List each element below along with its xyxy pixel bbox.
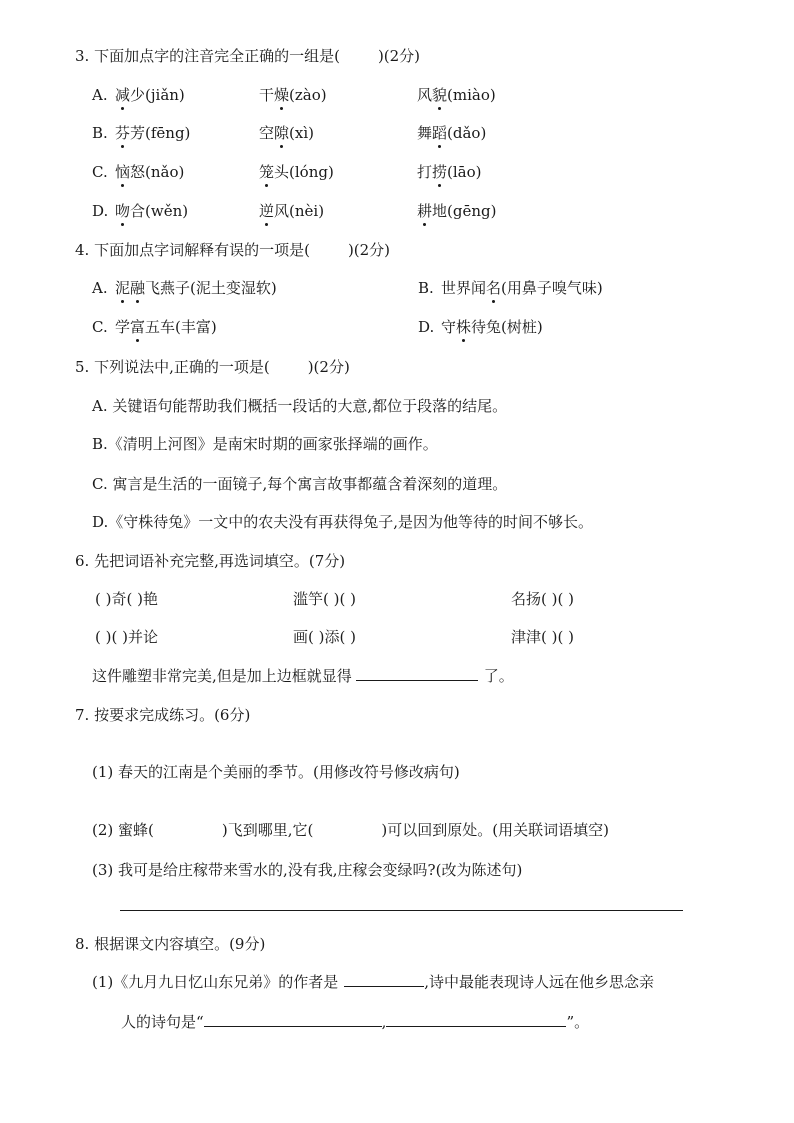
q3-option-a: A. 减少(jiǎn) 干燥(zào) 风貌(miào) <box>92 86 496 104</box>
q7-sub3-answer-line[interactable] <box>120 898 683 911</box>
q3-option-b: B. 芬芳(fēng) 空隙(xì) 舞蹈(dǎo) <box>92 124 487 142</box>
q5-option-a: A. 关键语句能帮助我们概括一段话的大意,都位于段落的结尾。 <box>92 397 508 415</box>
q5-option-d: D.《守株待兔》一文中的农夫没有再获得兔子,是因为他等待的时间不够长。 <box>92 513 594 531</box>
q3-option-c: C. 恼怒(nǎo) 笼头(lóng) 打捞(lāo) <box>92 163 482 181</box>
q6-row1-item2: 滥竽( )( ) <box>293 590 356 608</box>
q6-row1-item1: ( )奇( )艳 <box>95 590 158 608</box>
q8-sub1-cont: 人的诗句是“ , ”。 <box>121 1013 590 1031</box>
q7-sub3: (3) 我可是给庄稼带来雪水的,没有我,庄稼会变绿吗?(改为陈述句) <box>92 861 523 879</box>
q6-answer-blank[interactable] <box>356 666 478 681</box>
q7-sub1: (1) 春天的江南是个美丽的季节。(用修改符号修改病句) <box>92 763 460 781</box>
q6-stem: 6. 先把词语补充完整,再选词填空。(7分) <box>75 552 346 570</box>
q4-option-a: A. 泥融飞燕子(泥土变湿软) <box>92 279 277 297</box>
q8-poem-blank-1[interactable] <box>204 1012 382 1027</box>
q4-option-c: C. 学富五车(丰富) <box>92 318 217 336</box>
q5-option-c: C. 寓言是生活的一面镜子,每个寓言故事都蕴含着深刻的道理。 <box>92 475 508 493</box>
q8-sub1: (1)《九月九日忆山东兄弟》的作者是 ,诗中最能表现诗人远在他乡思念亲 <box>92 973 655 991</box>
q8-poem-blank-2[interactable] <box>386 1012 566 1027</box>
q6-row2-item1: ( )( )并论 <box>95 628 158 646</box>
q4-option-b: B. 世界闻名(用鼻子嗅气味) <box>418 279 603 297</box>
q8-stem: 8. 根据课文内容填空。(9分) <box>75 935 266 953</box>
q8-author-blank[interactable] <box>344 972 424 987</box>
q4-stem: 4. 下面加点字词解释有误的一项是( )(2分) <box>75 241 391 259</box>
q6-row2-item2: 画( )添( ) <box>293 628 356 646</box>
q5-option-b: B.《清明上河图》是南宋时期的画家张择端的画作。 <box>92 435 438 453</box>
q6-row1-item3: 名扬( )( ) <box>511 590 574 608</box>
q6-row2-item3: 津津( )( ) <box>511 628 574 646</box>
q7-stem: 7. 按要求完成练习。(6分) <box>75 706 251 724</box>
q3-option-d: D. 吻合(wěn) 逆风(nèi) 耕地(gēng) <box>92 202 497 220</box>
q6-sentence: 这件雕塑非常完美,但是加上边框就显得 了。 <box>92 667 514 685</box>
q5-stem: 5. 下列说法中,正确的一项是( )(2分) <box>75 358 350 376</box>
q4-option-d: D. 守株待兔(树桩) <box>418 318 543 336</box>
q7-sub2: (2) 蜜蜂( )飞到哪里,它( )可以回到原处。(用关联词语填空) <box>92 821 609 839</box>
q3-stem: 3. 下面加点字的注音完全正确的一组是( )(2分) <box>75 47 421 65</box>
